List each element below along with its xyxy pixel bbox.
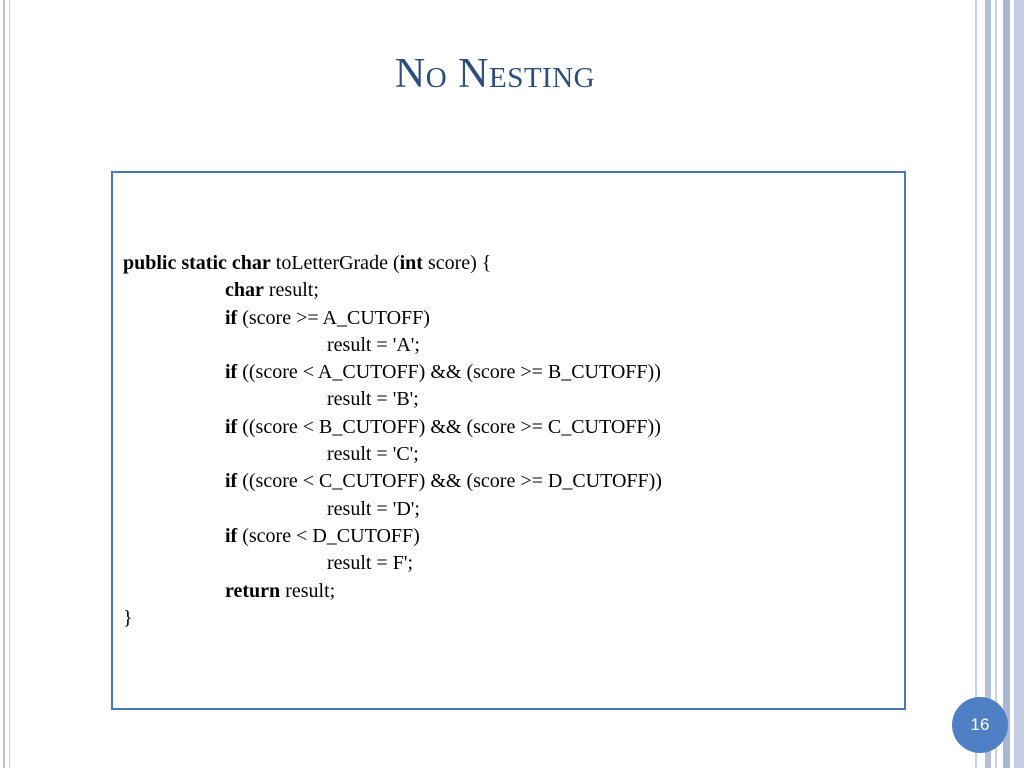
code-line — [123, 578, 662, 605]
left-border-line — [3, 0, 5, 768]
right-decorative-stripe — [985, 0, 991, 768]
code-keyword: public static char — [123, 252, 271, 274]
code-text: toLetterGrade ( — [270, 252, 400, 274]
code-block — [123, 250, 662, 632]
code-text: ((score < C_CUTOFF) && (score >= D_CUTOFF)) — [237, 470, 662, 493]
code-text: result = 'C'; — [327, 443, 419, 466]
code-text: ((score < B_CUTOFF) && (score >= C_CUTOFF)) — [237, 415, 661, 438]
code-line — [123, 550, 662, 577]
code-line — [123, 605, 662, 632]
left-border-line — [9, 0, 10, 768]
code-line — [123, 414, 662, 441]
code-text: (score >= A_CUTOFF) — [237, 306, 430, 329]
code-line — [123, 468, 662, 495]
right-decorative-stripe — [1014, 0, 1024, 768]
code-line — [123, 386, 662, 413]
code-line — [123, 277, 662, 304]
code-text: result; — [280, 579, 336, 602]
code-box — [111, 171, 906, 710]
code-text: result; — [263, 279, 319, 302]
code-text: score) { — [422, 252, 492, 274]
code-keyword: return — [225, 579, 281, 602]
code-text: result = 'B'; — [327, 388, 419, 411]
code-keyword: char — [225, 279, 264, 302]
code-keyword: if — [225, 524, 238, 547]
code-text: result = 'A'; — [327, 333, 420, 356]
code-text: } — [123, 606, 133, 629]
slide-title: No Nesting — [394, 51, 596, 97]
code-line — [123, 305, 662, 332]
right-decorative-stripe — [995, 0, 997, 768]
code-keyword: if — [225, 470, 238, 493]
code-line — [123, 359, 662, 386]
right-decorative-stripe — [975, 0, 977, 768]
code-line — [123, 332, 662, 359]
code-line — [123, 496, 662, 523]
code-text: result = F'; — [327, 552, 413, 575]
code-keyword: if — [225, 361, 238, 384]
page-number-badge: 16 — [952, 697, 1008, 753]
right-decorative-stripe — [1003, 0, 1010, 768]
code-line — [123, 441, 662, 468]
code-keyword: int — [399, 252, 423, 274]
code-text: ((score < A_CUTOFF) && (score >= B_CUTOFF)) — [237, 361, 661, 384]
code-keyword: if — [225, 306, 238, 329]
code-line — [123, 523, 662, 550]
code-text: result = 'D'; — [327, 497, 420, 520]
code-line — [123, 250, 662, 277]
code-text: (score < D_CUTOFF) — [237, 524, 420, 547]
code-keyword: if — [225, 415, 238, 438]
